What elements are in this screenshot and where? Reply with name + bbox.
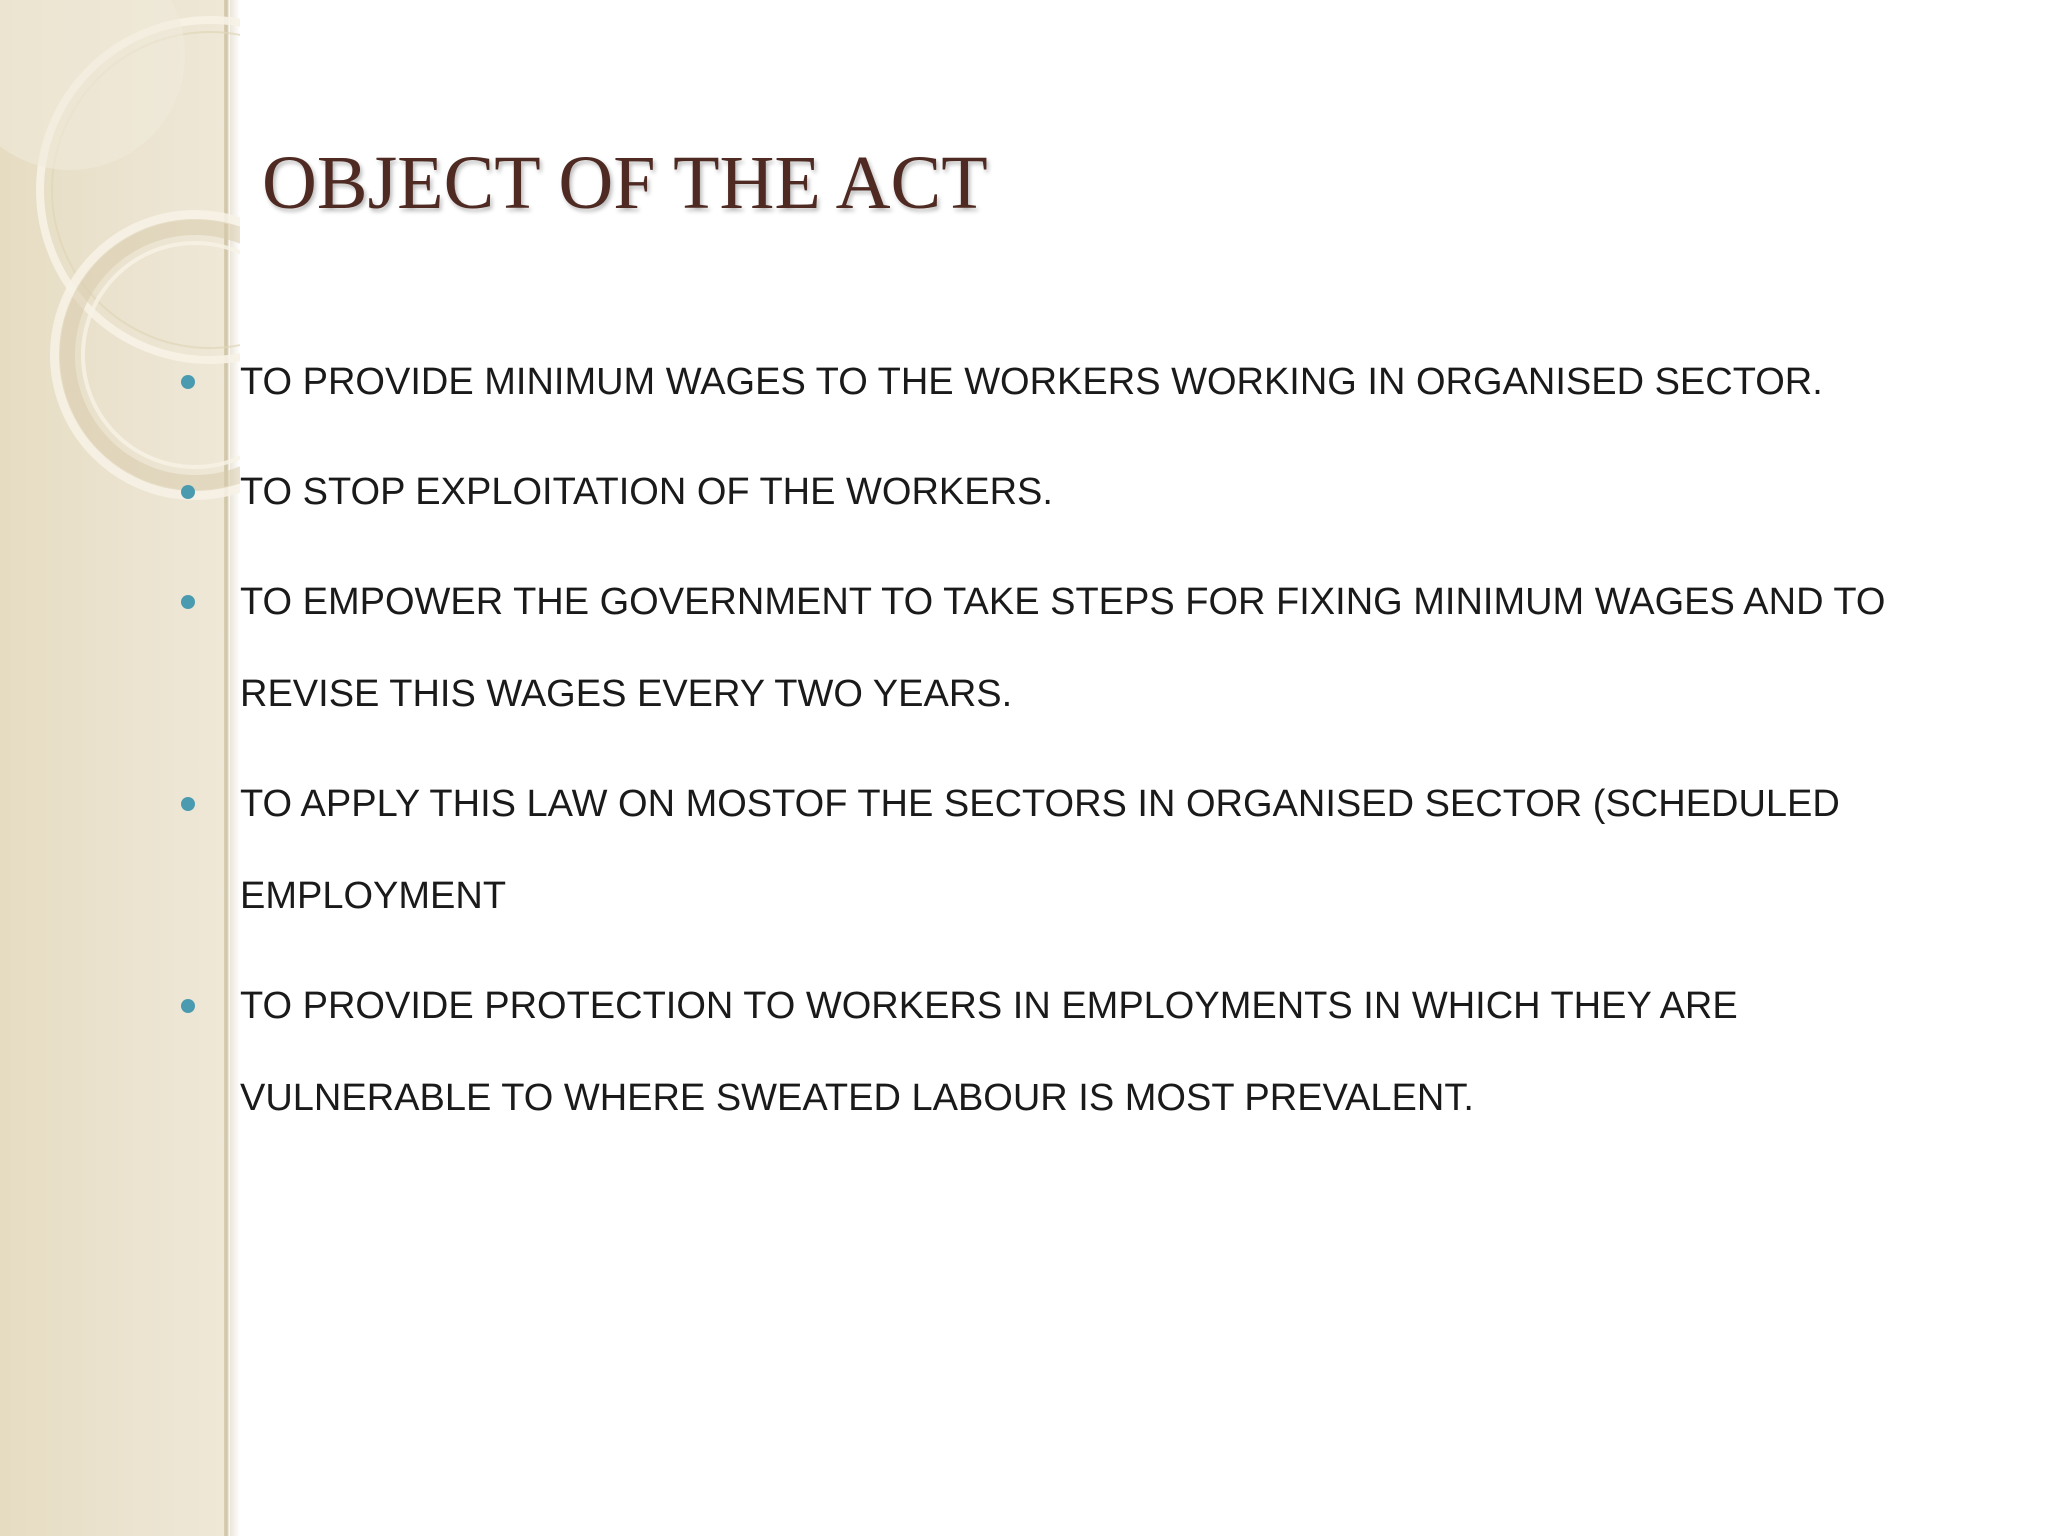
bullet-text-3: TO EMPOWER THE GOVERNMENT TO TAKE STEPS FOR FIXING MINIMUM WAGES AND TO REVISE THIS WAGES EVERY TWO YEARS. (240, 581, 1886, 715)
bullet-item-2 (175, 446, 1975, 538)
bullet-item-3 (175, 556, 1975, 740)
bullet-dot-icon (181, 485, 195, 499)
bullet-text-5: TO PROVIDE PROTECTION TO WORKERS IN EMPLOYMENTS IN WHICH THEY ARE VULNERABLE TO WHERE SWEATED LABOUR IS MOST PREVALENT. (240, 985, 1738, 1119)
bullet-dot-icon (181, 797, 195, 811)
bullet-dot-icon (181, 595, 195, 609)
bullet-text-1: TO PROVIDE MINIMUM WAGES TO THE WORKERS WORKING IN ORGANISED SECTOR. (240, 361, 1823, 403)
slide-title: OBJECT OF THE ACT (262, 141, 988, 225)
bullet-text-2: TO STOP EXPLOITATION OF THE WORKERS. (240, 471, 1053, 513)
bullet-list (175, 336, 1975, 1162)
bullet-dot-icon (181, 999, 195, 1013)
bullet-text-4: TO APPLY THIS LAW ON MOSTOF THE SECTORS IN ORGANISED SECTOR (SCHEDULED EMPLOYMENT (240, 783, 1840, 917)
bullet-item-5 (175, 960, 1975, 1144)
soft-disc-shape (0, 0, 185, 170)
bullet-dot-icon (181, 375, 195, 389)
bullet-item-4 (175, 758, 1975, 942)
bullet-item-1 (175, 336, 1975, 428)
